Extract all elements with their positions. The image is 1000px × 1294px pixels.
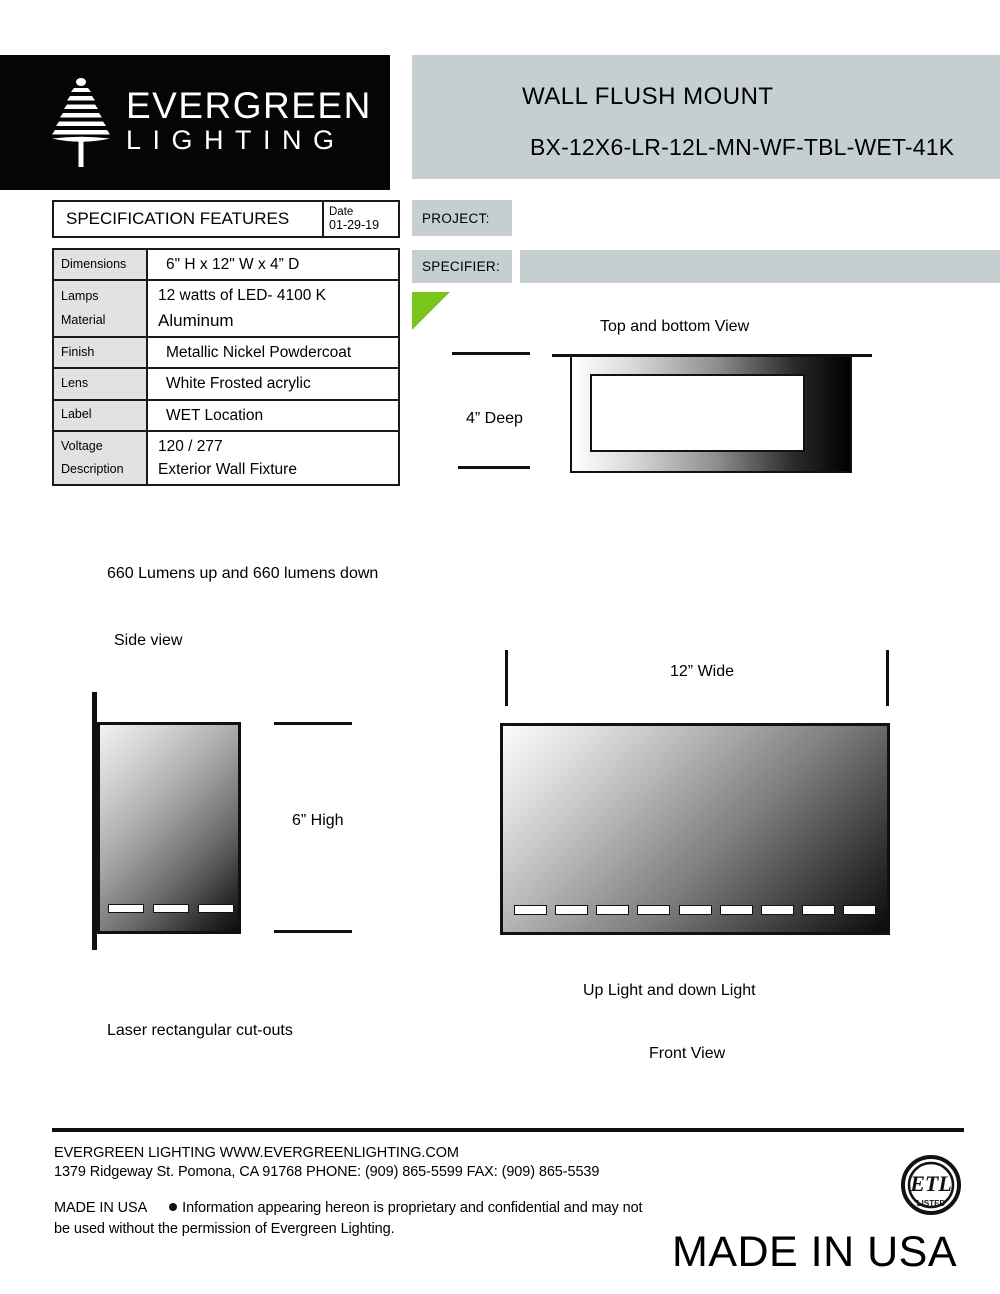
- row-value: 120 / 277: [158, 437, 223, 455]
- row-label-cell: [54, 250, 148, 279]
- row-value: Metallic Nickel Powdercoat: [166, 344, 352, 361]
- row-label-cell: [54, 432, 148, 485]
- spec-date-cell: [322, 202, 398, 236]
- top-bottom-view-diagram: [570, 355, 852, 473]
- row-label-cell: [54, 369, 148, 398]
- footer-company-line: EVERGREEN LIGHTING WWW.EVERGREENLIGHTING.COM: [54, 1145, 459, 1161]
- disclaimer-line-1: Information appearing hereon is proprietary and confidential and may not: [182, 1200, 643, 1216]
- etl-listed-icon: [898, 1152, 964, 1218]
- logo-line-lighting: LIGHTING: [126, 125, 346, 156]
- cutout-slot: [596, 905, 629, 915]
- row-label-cell: [54, 338, 148, 367]
- cutout-slot: [720, 905, 753, 915]
- logo-line-evergreen: EVERGREEN: [126, 84, 372, 126]
- cutouts-note: Laser rectangular cut-outs: [107, 1022, 293, 1039]
- row-value: White Frosted acrylic: [166, 375, 311, 393]
- row-value-cell: [148, 281, 398, 336]
- side-view-cutouts: [108, 904, 234, 913]
- cutout-slot: [555, 905, 588, 915]
- disclaimer-line-2: be used without the permission of Evergreen Lighting.: [54, 1220, 395, 1237]
- row-label: Lens: [61, 376, 89, 391]
- specification-features-header: [52, 200, 400, 238]
- specification-table: [52, 248, 400, 486]
- date-value: 01-29-19: [329, 218, 380, 233]
- cutout-slot: [843, 905, 876, 915]
- row-label-secondary: Description: [61, 461, 124, 476]
- width-label: 12” Wide: [670, 663, 735, 680]
- table-row: [54, 432, 398, 487]
- row-label-cell: [54, 401, 148, 430]
- row-label: Label: [61, 407, 92, 422]
- table-row: [54, 369, 398, 400]
- row-label-secondary: Material: [61, 313, 106, 328]
- height-label: 6” High: [292, 812, 344, 829]
- pine-tree-icon: [50, 75, 112, 171]
- cutout-slot: [514, 905, 547, 915]
- row-value: 6" H x 12" W x 4” D: [166, 256, 300, 273]
- logo-wordmark: [126, 84, 372, 158]
- page-title: WALL FLUSH MOUNT: [522, 83, 774, 110]
- company-logo-block: [0, 55, 390, 190]
- height-dim-tick-top: [274, 722, 352, 725]
- row-label: Voltage: [61, 438, 103, 453]
- top-bottom-view-caption: Top and bottom View: [600, 318, 750, 335]
- footer-disclaimer: [54, 1198, 642, 1239]
- depth-dim-tick-bottom: [458, 466, 530, 469]
- date-label: Date: [329, 205, 354, 218]
- cutout-slot: [802, 905, 835, 915]
- table-row: [54, 250, 398, 281]
- lumens-note: 660 Lumens up and 660 lumens down: [107, 565, 379, 582]
- row-value-cell: [148, 401, 398, 430]
- width-dim-tick-right: [886, 650, 889, 706]
- row-value-secondary: Exterior Wall Fixture: [158, 461, 297, 478]
- spec-heading-label: SPECIFICATION FEATURES: [66, 209, 290, 228]
- front-view-caption: Front View: [649, 1045, 726, 1062]
- row-value: 12 watts of LED- 4100 K: [158, 287, 327, 305]
- row-label-cell: [54, 281, 148, 336]
- cutout-slot: [679, 905, 712, 915]
- row-label: Finish: [61, 344, 95, 359]
- header-title-block: [412, 55, 1000, 179]
- table-row: [54, 338, 398, 369]
- model-number: BX-12X6-LR-12L-MN-WF-TBL-WET-41K: [530, 134, 955, 160]
- row-value-cell: [148, 338, 398, 367]
- table-row: [54, 401, 398, 432]
- row-value: WET Location: [166, 406, 264, 424]
- row-value-secondary: Aluminum: [158, 310, 234, 330]
- row-value-cell: [148, 432, 398, 485]
- made-in-usa-large: MADE IN USA: [672, 1228, 958, 1276]
- depth-dim-tick-top: [452, 352, 530, 355]
- top-bottom-view-inner-rect: [590, 374, 805, 452]
- front-view-cutouts: [514, 905, 876, 915]
- row-value-cell: [148, 250, 398, 279]
- cutout-slot: [637, 905, 670, 915]
- footer-divider: [52, 1128, 964, 1132]
- green-accent-triangle: [412, 292, 450, 330]
- table-row: [54, 281, 398, 338]
- bullet-icon: [169, 1203, 177, 1211]
- side-view-fixture: [97, 722, 241, 934]
- cutout-slot: [108, 904, 144, 913]
- made-in-usa-small: MADE IN USA: [54, 1200, 148, 1216]
- svg-text:ETL: ETL: [910, 1171, 952, 1196]
- cutout-slot: [761, 905, 794, 915]
- cutout-slot: [198, 904, 234, 913]
- row-label: Dimensions: [61, 256, 127, 271]
- footer-address-line: 1379 Ridgeway St. Pomona, CA 91768 PHONE: (909) 865-5599 FAX: (909) 865-5539: [54, 1164, 600, 1180]
- specifier-field-label[interactable]: SPECIFIER:: [412, 250, 512, 283]
- specifier-input-bar[interactable]: [520, 250, 1000, 283]
- depth-label: 4” Deep: [466, 410, 523, 427]
- row-label: Lamps: [61, 288, 99, 303]
- height-dim-tick-bottom: [274, 930, 352, 933]
- side-view-caption: Side view: [114, 632, 183, 649]
- width-dim-tick-left: [505, 650, 508, 706]
- row-value-cell: [148, 369, 398, 398]
- front-view-fixture: [500, 723, 890, 935]
- project-field-label[interactable]: PROJECT:: [412, 200, 512, 236]
- svg-text:LISTED: LISTED: [916, 1199, 946, 1208]
- uplight-note: Up Light and down Light: [583, 982, 756, 999]
- cutout-slot: [153, 904, 189, 913]
